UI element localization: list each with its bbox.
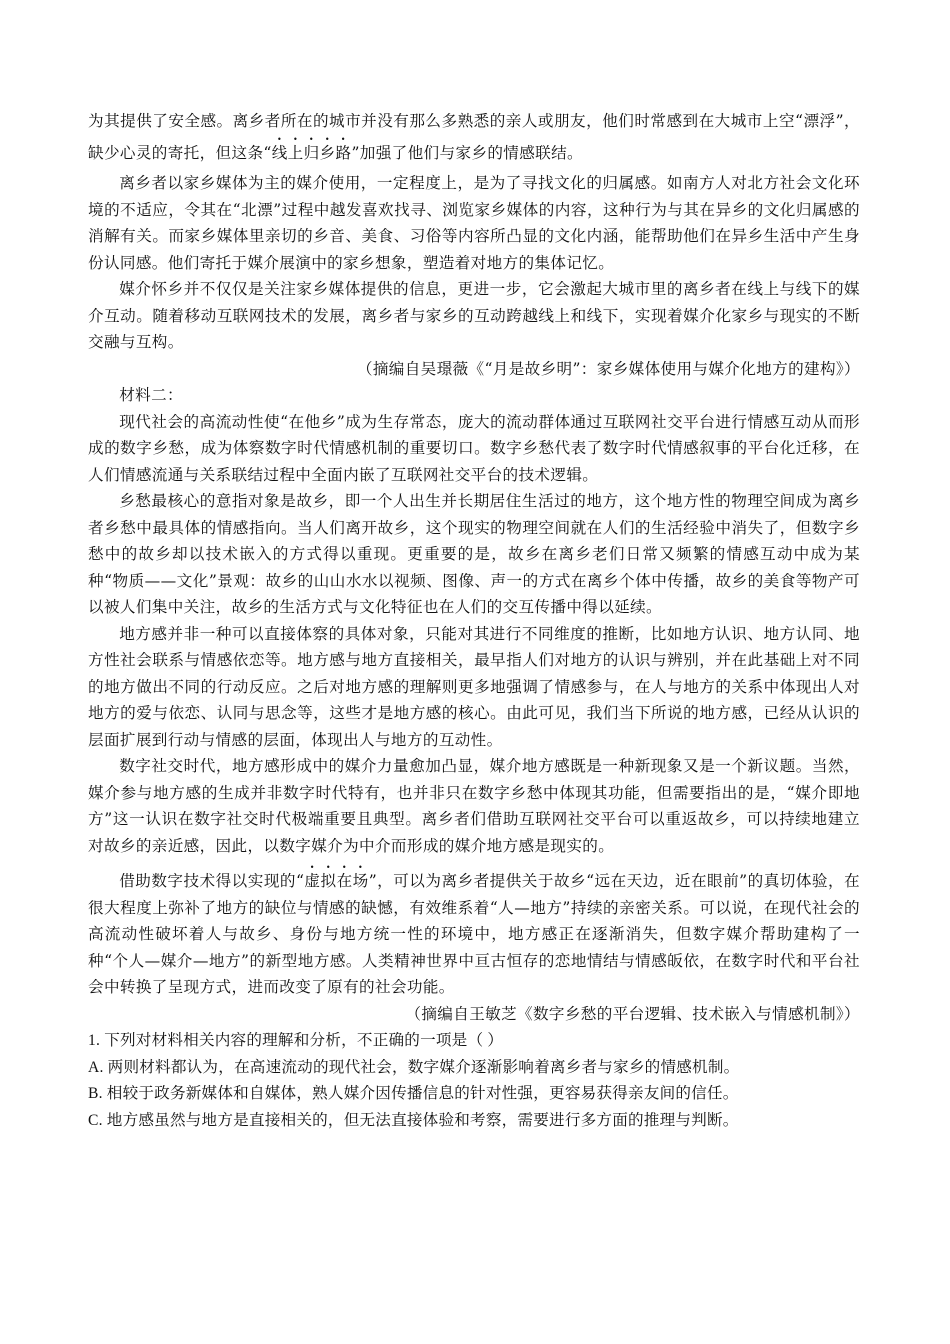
material-two-paragraph-5 <box>88 863 860 1001</box>
material-one-paragraph-0 <box>88 108 860 166</box>
option-a: A. 两则材料都认为，在高速流动的现代社会，数字媒介逐渐影响着离乡者与家乡的情感机制。 <box>88 1058 740 1076</box>
material-two-paragraph-1: 现代社会的高流动性使“在他乡”成为生存常态，庞大的流动群体通过互联网社交平台进行情感互动从而形成的数字乡愁，成为体察数字时代情感机制的重要切口。数字乡愁代表了数字时代情感叙事的平台化迁移，在人们情感流通与关系联结过程中全面内嵌了互联网社交平台的技术逻辑。 <box>88 412 860 484</box>
option-c: C. 地方感虽然与地方是直接相关的，但无法直接体验和考察，需要进行多方面的推理与判断。 <box>88 1111 739 1129</box>
emphasized-phrase: 线上归乡路 <box>271 143 352 162</box>
document-page <box>88 108 860 1134</box>
text-span: 借助数字技术得以实现的“ <box>119 872 305 890</box>
material-two-paragraph-4: 数字社交时代，地方感形成中的媒介力量愈加凸显，媒介地方感既是一种新现象又是一个新议题。当然，媒介参与地方感的生成并非数字时代特有，也并非只在数字乡愁中体现其功能，但需要指出的是，“媒介即地方”这一认识在数字社交时代极端重要且典型。离乡者们借助互联网社交平台可以重返故乡，可以持续地建立对故乡的亲近感，因此，以数字媒介为中介而形成的媒介地方感是现实的。 <box>88 757 860 855</box>
material-two-paragraph-2: 乡愁最核心的意指对象是故乡，即一个人出生并长期居住生活过的地方，这个地方性的物理空间成为离乡者乡愁中最具体的情感指向。当人们离开故乡，这个现实的物理空间就在人们的生活经验中消失了，但数字乡愁中的故乡却以技术嵌入的方式得以重现。更重要的是，故乡在离乡老们日常又频繁的情感互动中成为某种“物质——文化”景观：故乡的山山水水以视频、图像、声一的方式在离乡个体中传播，故乡的美食等物产可以被人们集中关注，故乡的生活方式与文化特征也在人们的交互传播中得以延续。 <box>88 492 860 616</box>
material-one-source: （摘编自吴璟薇《“月是故乡明”：家乡媒体使用与媒介化地方的建构》） <box>356 359 860 378</box>
material-one-paragraph-2: 媒介怀乡并不仅仅是关注家乡媒体提供的信息，更进一步，它会激起大城市里的离乡者在线上与线下的媒介互动。随着移动互联网技术的发展，离乡者与家乡的互动跨越线上和线下，实现着媒介化家乡与现实的不断交融与互构。 <box>88 280 860 351</box>
material-one-paragraph-1: 离乡者以家乡媒体为主的媒介使用，一定程度上，是为了寻找文化的归属感。如南方人对北方社会文化环境的不适应，令其在“北漂”过程中越发喜欢找寻、浏览家乡媒体的内容，这种行为与其在异乡的文化归属感的消解有关。而家乡媒体里亲切的乡音、美食、习俗等内容所凸显的文化内涵，能帮助他们在异乡生活中产生身份认同感。他们寄托于媒介展演中的家乡想象，塑造着对地方的集体记忆。 <box>88 174 860 272</box>
option-b: B. 相较于政务新媒体和自媒体，熟人媒介因传播信息的针对性强，更容易获得亲友间的信任。 <box>88 1085 739 1102</box>
material-two-paragraph-3: 地方感并非一种可以直接体察的具体对象，只能对其进行不同维度的推断，比如地方认识、地方认同、地方性社会联系与情感依恋等。地方感与地方直接相关，最早指人们对地方的认识与辨别，并在此基础上对不同的地方做出不同的行动反应。之后对地方感的理解则更多地强调了情感参与，在人与地方的关系中体现出人对地方的爱与依恋、认同与思念等，这些才是地方感的核心。由此可见，我们当下所说的地方感，已经从认识的层面扩展到行动与情感的层面，体现出人与地方的互动性。 <box>88 624 860 749</box>
text-span: 为其提供了安全感。离乡者所在的城市并没有那么多熟悉的亲人或朋友，他们时常感到在大城市上空“漂浮”，缺少心灵的寄托，但这条“ <box>88 112 860 162</box>
emphasized-phrase: 虚拟在场 <box>304 872 369 890</box>
material-two-heading: 材料二： <box>119 386 183 404</box>
question-stem: 1. 下列对材料相关内容的理解和分析，不正确的一项是（ ） <box>88 1032 504 1049</box>
text-span: ”，可以为离乡者提供关于故乡“远在天边，近在眼前”的真切体验，在很大程度上弥补了地方的缺位与情感的缺憾，有效维系着“人—地方”持续的亲密关系。可以说，在现代社会的高流动性破坏着人与故乡、身份与地方统一性的环境中，地方感正在逐渐消失，但数字媒介帮助建构了一种“个人—媒介—地方”的新型地方感。人类精神世界中亘古恒存的恋地情结与情感皈依，在数字时代和平台社会中转换了呈现方式，进而改变了原有的社会功能。 <box>88 872 860 996</box>
text-span: ”加强了他们与家乡的情感联结。 <box>351 143 583 162</box>
material-two-source: （摘编自王敏芝《数字乡愁的平台逻辑、技术嵌入与情感机制》） <box>405 1004 860 1023</box>
